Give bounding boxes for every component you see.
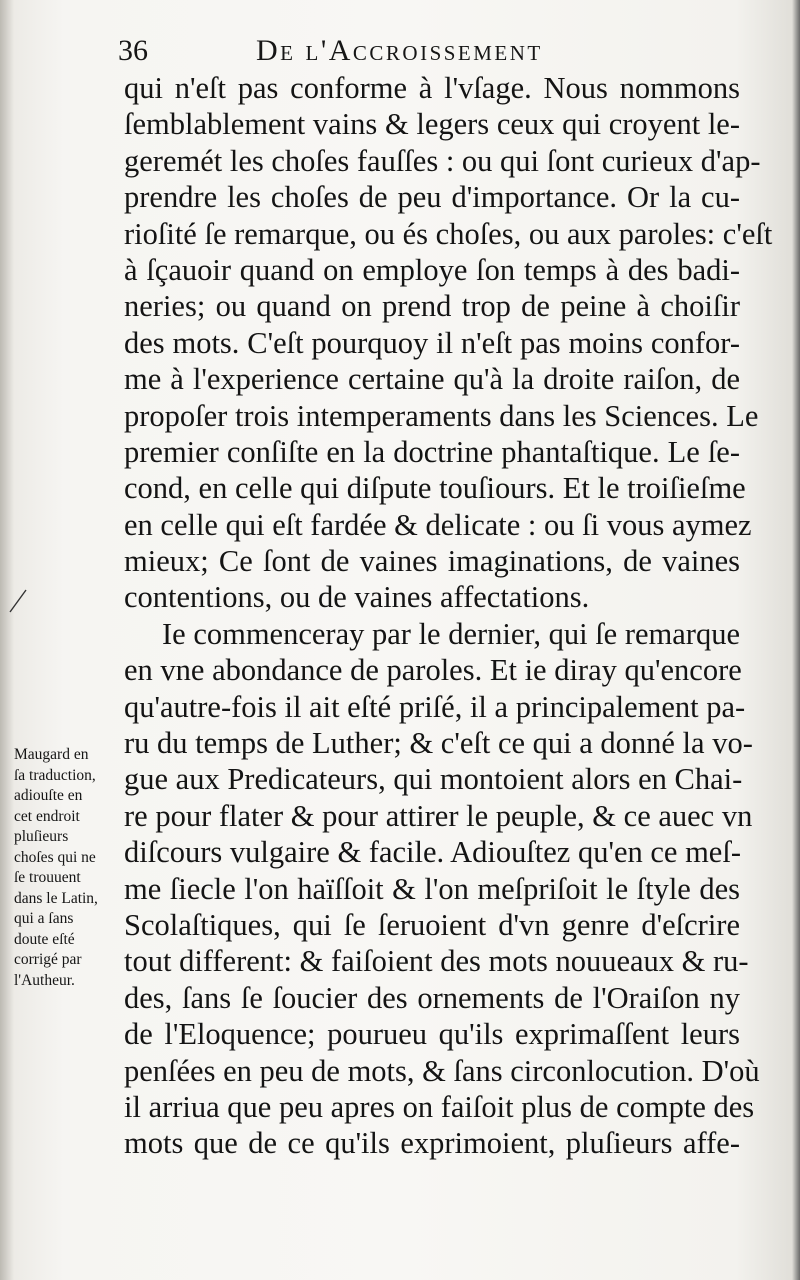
- text-line: de l'Eloquence; pourueu qu'ils exprimaſſent leurs: [124, 1017, 740, 1052]
- page-header: [118, 30, 718, 74]
- text-line: premier conſiſte en la doctrine phantaſtique. Le ſe-: [124, 434, 740, 469]
- text-line: cond, en celle qui diſpute touſiours. Et le troiſieſme: [124, 471, 746, 506]
- text-line: rioſité ſe remarque, ou és choſes, ou aux paroles: c'eſt: [124, 216, 773, 251]
- marginal-note-line: doute eſté: [14, 930, 75, 948]
- text-line: en vne abondance de paroles. Et ie diray qu'encore: [124, 653, 742, 688]
- text-line: mieux; Ce ſont de vaines imaginations, de vaines: [124, 544, 740, 579]
- body-text: [124, 70, 773, 1162]
- text-line: qui n'eſt pas conforme à l'vſage. Nous nommons: [124, 71, 740, 105]
- marginal-note-line: qui a ſans: [14, 910, 74, 927]
- text-line: neries; ou quand on prend trop de peine à choiſir: [124, 289, 740, 324]
- text-line: tout different: & faiſoient des mots nouueaux & ru-: [124, 944, 749, 979]
- marginal-note-line: corrigé par: [14, 951, 82, 968]
- text-line: Ie commenceray par le dernier, qui ſe remarque: [162, 616, 740, 651]
- text-line: Scolaſtiques, qui ſe ſeruoient d'vn genre d'eſcrire: [124, 907, 740, 942]
- text-line: prendre les choſes de peu d'importance. Or la cu-: [124, 180, 740, 215]
- text-line: des mots. C'eſt pourquoy il n'eſt pas moins confor-: [124, 325, 740, 360]
- marginal-note-line: cet endroit: [14, 807, 80, 825]
- marginal-note-line: adiouſte en: [14, 787, 83, 804]
- page-edge: [792, 0, 800, 1280]
- text-line: il arriua que peu apres on faiſoit plus de compte des: [124, 1089, 755, 1124]
- text-line: re pour flater & pour attirer le peuple, & ce auec vn: [124, 798, 753, 833]
- page-number: 36: [118, 34, 148, 67]
- text-line: me ſiecle l'on haïſſoit & l'on meſpriſoit le ſtyle des: [124, 871, 740, 906]
- marginal-note: [14, 745, 126, 991]
- text-line: penſées en peu de mots, & ſans circonlocution. D'où: [124, 1053, 760, 1088]
- text-line: qu'autre-fois il ait eſté priſé, il a principalement pa-: [124, 689, 746, 724]
- text-line: propoſer trois intemperaments dans les Sciences. Le: [124, 398, 759, 433]
- marginal-note-line: l'Autheur.: [14, 971, 75, 989]
- text-line: ſemblablement vains & legers ceux qui croyent le-: [124, 107, 740, 142]
- pencil-mark-icon: [6, 588, 28, 616]
- text-line: des, ſans ſe ſoucier des ornements de l'Oraiſon ny: [124, 980, 740, 1015]
- text-line: me à l'experience certaine qu'à la droite raiſon, de: [124, 362, 740, 397]
- text-line: contentions, ou de vaines affectations.: [124, 580, 590, 615]
- text-line: gue aux Predicateurs, qui montoient alors en Chai-: [124, 762, 743, 797]
- marginal-note-line: dans le Latin,: [14, 889, 98, 907]
- text-line: ru du temps de Luther; & c'eſt ce qui a donné la vo-: [124, 726, 753, 761]
- text-line: à ſçauoir quand on employe ſon temps à des badi-: [124, 252, 740, 287]
- text-line: en celle qui eſt fardée & delicate : ou ſi vous aymez: [124, 507, 752, 542]
- marginal-note-line: Maugard en: [14, 746, 89, 763]
- text-line: diſcours vulgaire & facile. Adiouſtez qu'en ce meſ-: [124, 835, 741, 870]
- text-line: geremét les choſes fauſſes : ou qui ſont curieux d'ap-: [124, 143, 761, 178]
- text-line: mots que de ce qu'ils exprimoient, pluſieurs affe-: [124, 1126, 740, 1161]
- gutter-shadow: [0, 0, 14, 1280]
- running-head: De l'Accroissement: [256, 34, 543, 67]
- marginal-note-line: choſes qui ne: [14, 848, 96, 866]
- marginal-note-line: ſa traduction,: [14, 766, 96, 784]
- marginal-note-line: ſe trouuent: [14, 869, 81, 886]
- marginal-note-line: pluſieurs: [14, 828, 69, 845]
